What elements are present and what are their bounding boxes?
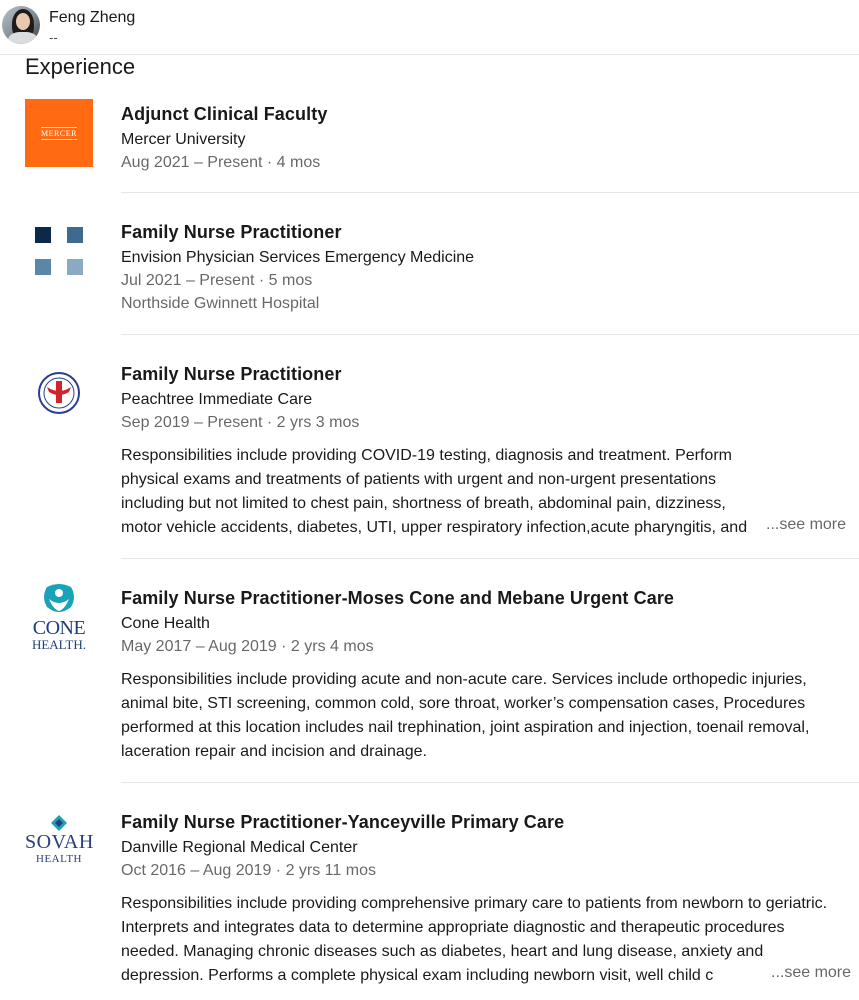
cone-health-logo[interactable] xyxy=(25,583,93,651)
sovah-health-logo[interactable] xyxy=(25,807,93,875)
mercer-university-logo[interactable] xyxy=(25,99,93,167)
experience-description: Responsibilities include providing COVID-19 testing, diagnosis and treatment. Perform physical exams and treatments of patients with urgent and non-urgent presentations including but not limited to chest pain, shortness of breath, abdominal pain, dizziness, motor vehicle accidents, diabetes, UTI, upper respiratory infection,acute pharyngitis, and xyxy=(121,447,748,536)
experience-location: Northside Gwinnett Hospital xyxy=(121,295,320,312)
envision-logo[interactable] xyxy=(25,217,93,285)
experience-company: Danville Regional Medical Center xyxy=(121,839,358,856)
divider xyxy=(121,558,859,559)
profile-name[interactable]: Feng Zheng xyxy=(49,9,136,26)
experience-title[interactable]: Family Nurse Practitioner xyxy=(121,222,342,242)
cone-logo-subtext: HEALTH. xyxy=(31,637,87,652)
experience-dates: Sep 2019 – Present · 2 yrs 3 mos xyxy=(121,414,360,431)
experience-company: Envision Physician Services Emergency Medicine xyxy=(121,249,475,266)
experience-title[interactable]: Adjunct Clinical Faculty xyxy=(121,104,328,124)
see-more-link[interactable]: ...see more xyxy=(771,964,852,981)
experience-description: Responsibilities include providing comprehensive primary care to patients from newborn to geriatric. Interprets and integrates data to determine appropriate diagnostic and therapeutic procedures needed. Managing chronic diseases such as diabetes, heart and lung disease, anxiety and depression. Performs a complete physical exam including newborn visit, well child c xyxy=(121,895,828,984)
section-title: Experience xyxy=(25,54,136,79)
experience-company: Mercer University xyxy=(121,131,246,148)
avatar[interactable] xyxy=(2,6,40,44)
divider xyxy=(121,782,859,783)
experience-company: Peachtree Immediate Care xyxy=(121,391,313,408)
sovah-logo-subtext: HEALTH xyxy=(36,853,82,865)
divider xyxy=(121,192,859,193)
peachtree-immediate-care-logo[interactable] xyxy=(25,359,93,427)
experience-title[interactable]: Family Nurse Practitioner-Yanceyville Primary Care xyxy=(121,812,565,832)
experience-description: Responsibilities include providing acute and non-acute care. Services include orthopedic injuries, animal bite, STI screening, common cold, sore throat, worker’s compensation cases, Procedures performed at this location includes nail trephination, joint aspiration and injection, toenail removal, laceration repair and incision and drainage. xyxy=(121,671,810,760)
divider xyxy=(121,334,859,335)
experience-title[interactable]: Family Nurse Practitioner-Moses Cone and Mebane Urgent Care xyxy=(121,588,675,608)
profile-subtitle: -- xyxy=(49,30,58,45)
mercer-logo-text: MERCER xyxy=(41,128,77,138)
profile-header xyxy=(0,0,859,55)
experience-title[interactable]: Family Nurse Practitioner xyxy=(121,364,342,384)
experience-company: Cone Health xyxy=(121,615,210,632)
experience-dates: Aug 2021 – Present · 4 mos xyxy=(121,154,321,171)
experience-dates: Jul 2021 – Present · 5 mos xyxy=(121,272,313,289)
sovah-logo-text: SOVAH xyxy=(25,831,94,853)
experience-dates: Oct 2016 – Aug 2019 · 2 yrs 11 mos xyxy=(121,862,376,879)
cone-logo-text: CONE xyxy=(32,617,86,639)
see-more-link[interactable]: ...see more xyxy=(766,516,847,533)
experience-dates: May 2017 – Aug 2019 · 2 yrs 4 mos xyxy=(121,638,374,655)
